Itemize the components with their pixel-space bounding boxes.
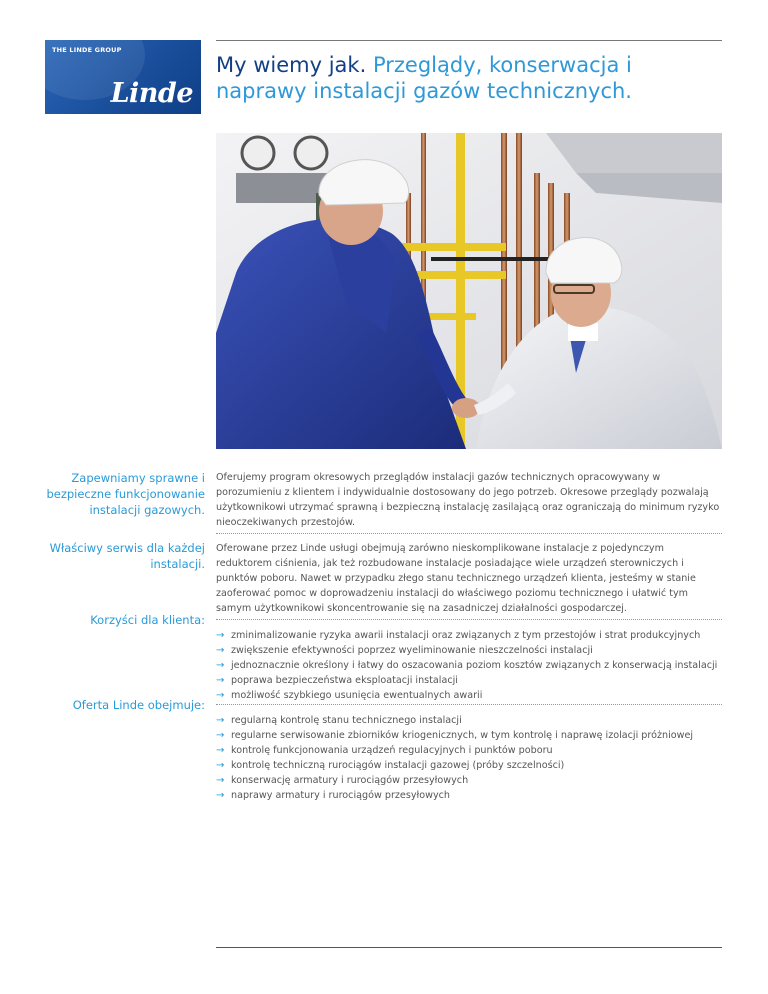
list-item-text: kontrolę techniczną rurociągów instalacji gazowej (próby szczelności) bbox=[231, 760, 565, 771]
list-item bbox=[216, 628, 722, 643]
arrow-right-icon: → bbox=[216, 645, 225, 656]
list-item bbox=[216, 788, 722, 803]
bottom-rule bbox=[216, 947, 722, 948]
arrow-right-icon: → bbox=[216, 730, 225, 741]
side-label-reliable-operation: Zapewniamy sprawne i bezpieczne funkcjonowanie instalacji gazowych. bbox=[46, 471, 205, 517]
arrow-right-icon: → bbox=[216, 775, 225, 786]
list-item-text: zwiększenie efektywności poprzez wyeliminowanie nieszczelności instalacji bbox=[231, 645, 593, 656]
arrow-right-icon: → bbox=[216, 715, 225, 726]
list-item bbox=[216, 728, 722, 743]
list-item-text: poprawa bezpieczeństwa eksploatacji instalacji bbox=[231, 675, 458, 686]
list-item bbox=[216, 773, 722, 788]
section-text-services bbox=[216, 541, 722, 616]
benefits-list-block bbox=[216, 628, 722, 703]
list-item bbox=[216, 713, 722, 728]
paragraph-services: Oferowane przez Linde usługi obejmują zarówno nieskomplikowane instalacje z pojedynczym reduktorem ciśnienia, jak też rozbudowane instalacje posiadające wiele urządzeń sterowniczych i punktów poboru. Nawet w przypadku złego stanu technicznego urządzeń klienta, jesteśmy w stanie zaoferować pomoc w doprowadzeniu instalacji do właściwego poziomu technicznego i ułatwić tym samym użytkownikowi skoncentrowanie się na zasadniczej działalności gospodarczej. bbox=[216, 543, 696, 614]
section-divider bbox=[216, 704, 722, 705]
section-divider bbox=[216, 533, 722, 534]
arrow-right-icon: → bbox=[216, 630, 225, 641]
benefits-list bbox=[216, 628, 722, 703]
list-item bbox=[216, 658, 722, 673]
arrow-right-icon: → bbox=[216, 745, 225, 756]
side-label-client-benefits: Korzyści dla klienta: bbox=[90, 613, 205, 627]
arrow-right-icon: → bbox=[216, 790, 225, 801]
list-item-text: jednoznacznie określony i łatwy do oszacowania poziom kosztów związanych z konserwacją instalacji bbox=[231, 660, 718, 671]
side-label-proper-service: Właściwy serwis dla każdej instalacji. bbox=[49, 541, 205, 571]
headline-rest: Przeglądy, konserwacja i naprawy instalacji gazów technicznych. bbox=[216, 53, 632, 103]
arrow-right-icon: → bbox=[216, 690, 225, 701]
list-item-text: możliwość szybkiego usunięcia ewentualnych awarii bbox=[231, 690, 483, 701]
list-item bbox=[216, 643, 722, 658]
page-headline bbox=[216, 52, 722, 104]
list-item bbox=[216, 688, 722, 703]
offer-list bbox=[216, 713, 722, 803]
list-item bbox=[216, 673, 722, 688]
paragraph-inspections: Oferujemy program okresowych przeglądów instalacji gazów technicznych opracowywany w porozumieniu z klientem i indywidualnie dostosowany do jego potrzeb. Okresowe przeglądy pozwalają użytkownikowi utrzymać sprawną i bezpieczną instalację zasilającą oraz ograniczają do minimum ryzyko nieoczekiwanych przestojów. bbox=[216, 472, 720, 528]
section-divider bbox=[216, 619, 722, 620]
linde-logo bbox=[45, 40, 201, 114]
list-item-text: zminimalizowanie ryzyka awarii instalacji oraz związanych z tym przestojów i strat produkcyjnych bbox=[231, 630, 701, 641]
side-label-linde-offer: Oferta Linde obejmuje: bbox=[72, 698, 205, 712]
list-item-text: regularne serwisowanie zbiorników kriogenicznych, w tym kontrolę i naprawę izolacji próżniowej bbox=[231, 730, 694, 741]
list-item-text: naprawy armatury i rurociągów przesyłowych bbox=[231, 790, 450, 801]
arrow-right-icon: → bbox=[216, 760, 225, 771]
arrow-right-icon: → bbox=[216, 660, 225, 671]
technicians-handshake-illustration bbox=[216, 133, 722, 449]
offer-list-block bbox=[216, 713, 722, 803]
section-text-inspections bbox=[216, 470, 722, 530]
headline-lead: My wiemy jak. bbox=[216, 53, 367, 77]
logo-wordmark: Linde bbox=[110, 78, 193, 109]
logo-group-text: THE LINDE GROUP bbox=[52, 46, 122, 54]
list-item-text: konserwację armatury i rurociągów przesyłowych bbox=[231, 775, 469, 786]
arrow-right-icon: → bbox=[216, 675, 225, 686]
list-item-text: kontrolę funkcjonowania urządzeń regulacyjnych i punktów poboru bbox=[231, 745, 553, 756]
list-item bbox=[216, 758, 722, 773]
list-item-text: regularną kontrolę stanu technicznego instalacji bbox=[231, 715, 462, 726]
list-item bbox=[216, 743, 722, 758]
top-rule bbox=[216, 40, 722, 41]
hero-photo bbox=[216, 133, 722, 449]
